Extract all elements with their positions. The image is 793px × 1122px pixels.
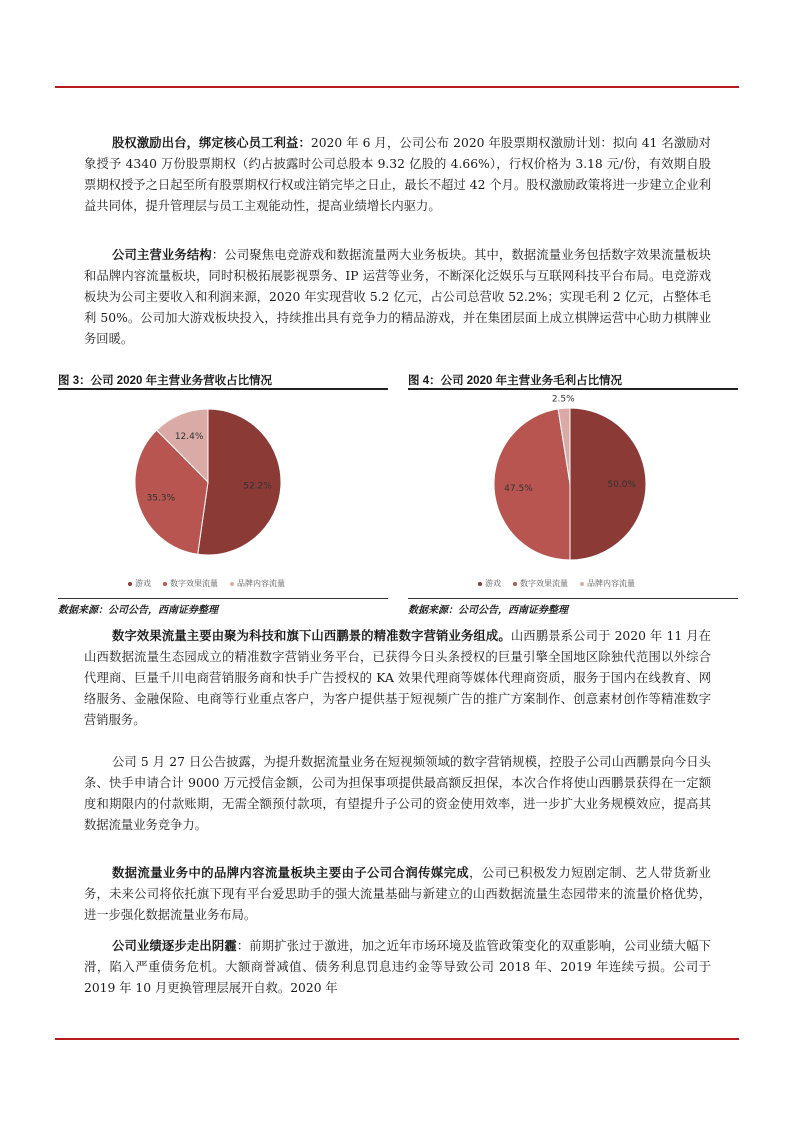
pie-data-label-3: 2.5%: [551, 394, 575, 405]
pie-data-label-1: 52.2%: [243, 481, 272, 492]
figure-3-legend: [128, 578, 285, 589]
legend-label: 品牌内容流量: [237, 579, 285, 588]
figure-3-source: 数据来源：公司公告，西南证券整理: [58, 605, 218, 616]
figure-3-title: 图 3：公司 2020 年主营业务营收占比情况: [58, 375, 273, 387]
legend-swatch: [128, 582, 132, 586]
paragraph-performance: [84, 935, 711, 999]
pie-data-label-2: 47.5%: [504, 484, 533, 495]
legend-swatch: [478, 582, 482, 586]
figure-4-legend: [478, 578, 635, 589]
paragraph-text: ：前期扩张过于激进，加之近年市场环境及监管政策变化的双重影响，公司业绩大幅下滑，陷入严重债务危机。大额商誉减值、债务利息罚息违约金等导致公司 2018 年、2019 年连续亏损。公司于 2019 年 10 月更换管理层展开自救。2020 年: [84, 939, 711, 995]
footer-rule: [55, 1038, 739, 1040]
paragraph-lead: 公司业绩逐步走出阴霾: [112, 938, 237, 953]
paragraph-lead: 股权激励出台，绑定核心员工利益：: [112, 135, 311, 150]
paragraph-lead: 数据流量业务中的品牌内容流量板块主要由子公司合润传媒完成: [112, 865, 470, 880]
legend-item-2: [513, 578, 568, 589]
legend-item-2: [163, 578, 218, 589]
paragraph-lead: 数字效果流量主要由聚为科技和旗下山西鹏景的精准数字营销业务组成。: [112, 628, 511, 643]
paragraph-digital-traffic: [84, 625, 711, 731]
paragraph-equity-incentive: [84, 132, 711, 217]
header-rule: [55, 86, 739, 88]
paragraph-text: 2020 年 6 月，公司公布 2020 年股票期权激励计划：拟向 41 名激励对象授予 4340 万份股票期权（约占披露时公司总股本 9.32 亿股的 4.66%），行权价格为 3.18 元/份，有效期自股票期权授予之日起至所有股票期权行权或注销完毕之日止，最长不超过 42 个月。股权激励政策将进一步建立企业利益共同体，提升管理层与员工主观能动性，提高业绩增长内驱力。: [84, 136, 711, 213]
figure-4-bottom-rule: [408, 598, 738, 599]
figure-4-pie-chart: [408, 384, 738, 574]
legend-swatch: [513, 582, 517, 586]
legend-label: 数字效果流量: [170, 579, 218, 588]
paragraph-text: ：公司聚焦电竞游戏和数据流量两大业务板块。其中，数据流量业务包括数字效果流量板块和品牌内容流量板块，同时积极拓展影视票务、IP 运营等业务，不断深化泛娱乐与互联网科技平台布局。电竞游戏板块为公司主要收入和利润来源，2020 年实现营收 5.2 亿元，占公司总营收 52.2%；实现毛利 2 亿元，占整体毛利 50%。公司加大游戏板块投入，持续推出具有竞争力的精品游戏，并在集团层面上成立棋牌运营中心助力棋牌业务回暖。: [84, 248, 711, 346]
pie-data-label-1: 50.0%: [607, 480, 636, 490]
paragraph-text: 公司 5 月 27 日公告披露，为提升数据流量业务在短视频领域的数字营销规模，控股子公司山西鹏景向今日头条、快手申请合计 9000 万元授信金额，公司为担保事项提供最高额反担保，本次合作将使山西鹏景获得在一定额度和期限内的付款账期，无需全额预付款项，有望提升子公司的资金使用效率，进一步扩大业务规模效应，提高其数据流量业务竞争力。: [84, 755, 711, 832]
legend-label: 品牌内容流量: [587, 579, 635, 588]
legend-label: 数字效果流量: [520, 579, 568, 588]
legend-swatch: [230, 582, 234, 586]
legend-item-1: [128, 578, 151, 589]
legend-swatch: [163, 582, 167, 586]
legend-label: 游戏: [135, 579, 151, 588]
paragraph-text: ，公司已积极发力短剧定制、艺人带货新业务，未来公司将依托旗下现有平台爱思助手的强大流量基础与新建立的山西数据流量生态园带来的流量价格优势，进一步强化数据流量业务布局。: [84, 866, 711, 922]
figure-3-bottom-rule: [58, 598, 388, 599]
legend-item-3: [580, 578, 635, 589]
figure-3-pie-chart: [58, 384, 388, 574]
figure-4-source: 数据来源：公司公告，西南证券整理: [408, 605, 568, 616]
paragraph-business-structure: [84, 244, 711, 350]
paragraph-brand-content: [84, 862, 711, 926]
pie-data-label-3: 12.4%: [174, 432, 204, 443]
figure-4-title: 图 4：公司 2020 年主营业务毛利占比情况: [408, 375, 623, 387]
legend-swatch: [580, 582, 584, 586]
paragraph-lead: 公司主营业务结构: [112, 247, 212, 262]
legend-label: 游戏: [485, 579, 501, 588]
paragraph-credit-guarantee: [84, 752, 711, 836]
paragraph-text: 山西鹏景系公司于 2020 年 11 月在山西数据流量生态园成立的精准数字营销业务平台，已获得今日头条授权的巨量引擎全国地区除独代范围以外综合代理商、巨量千川电商营销服务商和快手广告授权的 KA 效果代理商等媒体代理商资质，服务于国内在线教育、网络服务、金融保险、电商等行业重点客户，为客户提供基于短视频广告的推广方案制作、创意素材创作等精准数字营销服务。: [84, 629, 711, 727]
legend-item-3: [230, 578, 285, 589]
legend-item-1: [478, 578, 501, 589]
pie-data-label-2: 35.3%: [146, 493, 176, 504]
